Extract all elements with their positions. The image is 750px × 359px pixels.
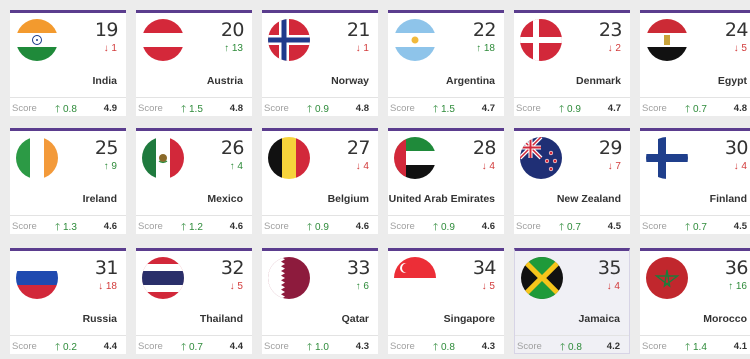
- score-value: 4.5: [607, 221, 621, 232]
- country-name: New Zealand: [556, 193, 621, 205]
- score-label: Score: [642, 221, 667, 232]
- divider: [640, 97, 750, 98]
- divider: [10, 97, 126, 98]
- country-name: Russia: [82, 313, 117, 325]
- score-value: 4.3: [355, 341, 369, 352]
- score-value: 4.6: [481, 221, 495, 232]
- country-card[interactable]: [10, 128, 126, 234]
- country-card[interactable]: [388, 128, 504, 234]
- uae-flag-icon: [394, 137, 436, 179]
- country-card[interactable]: [514, 248, 630, 354]
- score-label: Score: [12, 103, 37, 114]
- country-name: Thailand: [199, 313, 243, 325]
- score-label: Score: [138, 103, 163, 114]
- rank-change: ↓ 1: [355, 43, 369, 54]
- rank-number: 30: [724, 137, 748, 159]
- divider: [388, 335, 504, 336]
- country-name: Morocco: [703, 313, 747, 325]
- country-name: Jamaica: [578, 313, 620, 325]
- score-delta: 🡑 0.7: [559, 222, 581, 233]
- score-value: 4.5: [733, 221, 747, 232]
- country-card[interactable]: [136, 248, 252, 354]
- score-value: 4.8: [733, 103, 747, 114]
- country-name: Egypt: [717, 75, 747, 87]
- country-card[interactable]: [136, 10, 252, 116]
- rank-number: 28: [472, 137, 496, 159]
- rank-number: 25: [94, 137, 118, 159]
- score-label: Score: [516, 103, 541, 114]
- rank-change: ↓ 4: [733, 161, 747, 172]
- rank-number: 29: [598, 137, 622, 159]
- country-card[interactable]: [640, 10, 750, 116]
- rank-change: ↓ 5: [229, 281, 243, 292]
- russia-flag-icon: [16, 257, 58, 299]
- newzealand-flag-icon: [520, 137, 562, 179]
- rank-change: ↓ 4: [606, 281, 620, 292]
- divider: [10, 215, 126, 216]
- divider: [262, 215, 378, 216]
- score-delta: 🡑 1.5: [181, 104, 203, 115]
- finland-flag-icon: [646, 137, 688, 179]
- rank-number: 34: [472, 257, 496, 279]
- score-label: Score: [12, 221, 37, 232]
- score-delta: 🡑 0.8: [55, 104, 77, 115]
- country-card[interactable]: [10, 10, 126, 116]
- country-name: Finland: [709, 193, 747, 205]
- score-delta: 🡑 0.7: [685, 104, 707, 115]
- score-value: 4.6: [103, 221, 117, 232]
- score-label: Score: [138, 341, 163, 352]
- country-card[interactable]: [388, 10, 504, 116]
- singapore-flag-icon: [394, 257, 436, 299]
- argentina-flag-icon: [394, 19, 436, 61]
- rank-number: 27: [346, 137, 370, 159]
- score-delta: 🡑 0.9: [307, 104, 329, 115]
- score-delta: 🡑 1.0: [307, 342, 329, 353]
- country-name: Qatar: [341, 313, 369, 325]
- score-label: Score: [138, 221, 163, 232]
- score-value: 4.1: [733, 341, 747, 352]
- score-delta: 🡑 1.3: [55, 222, 77, 233]
- jamaica-flag-icon: [521, 257, 563, 299]
- score-delta: 🡑 0.8: [560, 342, 582, 353]
- rank-number: 19: [94, 19, 118, 41]
- divider: [515, 335, 629, 336]
- score-delta: 🡑 0.9: [307, 222, 329, 233]
- score-delta: 🡑 0.8: [433, 342, 455, 353]
- score-value: 4.2: [606, 341, 620, 352]
- score-label: Score: [642, 103, 667, 114]
- country-card[interactable]: [10, 248, 126, 354]
- rank-number: 32: [220, 257, 244, 279]
- egypt-flag-icon: [646, 19, 688, 61]
- rank-change: ↓ 4: [355, 161, 369, 172]
- rank-number: 33: [346, 257, 370, 279]
- ireland-flag-icon: [16, 137, 58, 179]
- score-label: Score: [517, 341, 542, 352]
- india-flag-icon: [16, 19, 58, 61]
- score-value: 4.9: [103, 103, 117, 114]
- score-label: Score: [264, 341, 289, 352]
- divider: [136, 97, 252, 98]
- rank-change: ↓ 18: [98, 281, 117, 292]
- divider: [136, 335, 252, 336]
- score-label: Score: [390, 103, 415, 114]
- score-label: Score: [264, 103, 289, 114]
- score-delta: 🡑 1.4: [685, 342, 707, 353]
- country-card[interactable]: [640, 128, 750, 234]
- score-value: 4.6: [229, 221, 243, 232]
- rank-change: ↑ 16: [728, 281, 747, 292]
- austria-flag-icon: [142, 19, 184, 61]
- country-name: Mexico: [207, 193, 243, 205]
- country-name: Ireland: [82, 193, 117, 205]
- rank-number: 36: [724, 257, 748, 279]
- country-card[interactable]: [262, 128, 378, 234]
- rank-change: ↓ 1: [103, 43, 117, 54]
- rank-change: ↓ 5: [481, 281, 495, 292]
- divider: [640, 215, 750, 216]
- score-value: 4.8: [229, 103, 243, 114]
- rank-change: ↓ 7: [607, 161, 621, 172]
- score-value: 4.8: [355, 103, 369, 114]
- score-label: Score: [264, 221, 289, 232]
- score-value: 4.7: [481, 103, 495, 114]
- divider: [514, 215, 630, 216]
- country-name: Belgium: [327, 193, 369, 205]
- country-name: United Arab Emirates: [388, 193, 495, 205]
- score-label: Score: [12, 341, 37, 352]
- morocco-flag-icon: [646, 257, 688, 299]
- rank-number: 23: [598, 19, 622, 41]
- belgium-flag-icon: [268, 137, 310, 179]
- score-value: 4.4: [229, 341, 243, 352]
- rank-change: ↓ 4: [481, 161, 495, 172]
- denmark-flag-icon: [520, 19, 562, 61]
- rank-number: 22: [472, 19, 496, 41]
- score-value: 4.4: [103, 341, 117, 352]
- divider: [136, 215, 252, 216]
- score-value: 4.6: [355, 221, 369, 232]
- rank-change: ↑ 18: [476, 43, 495, 54]
- country-card[interactable]: [388, 248, 504, 354]
- score-delta: 🡑 0.7: [181, 342, 203, 353]
- score-delta: 🡑 0.2: [55, 342, 77, 353]
- score-label: Score: [516, 221, 541, 232]
- divider: [262, 97, 378, 98]
- rank-change: ↑ 13: [224, 43, 243, 54]
- country-name: Norway: [331, 75, 369, 87]
- score-delta: 🡑 0.7: [685, 222, 707, 233]
- rank-change: ↑ 9: [103, 161, 117, 172]
- thailand-flag-icon: [142, 257, 184, 299]
- mexico-flag-icon: [142, 137, 184, 179]
- country-name: Argentina: [445, 75, 495, 87]
- score-label: Score: [390, 341, 415, 352]
- score-value: 4.3: [481, 341, 495, 352]
- country-name: India: [92, 75, 117, 87]
- country-name: Singapore: [443, 313, 495, 325]
- score-delta: 🡑 1.2: [181, 222, 203, 233]
- norway-flag-icon: [268, 19, 310, 61]
- divider: [640, 335, 750, 336]
- divider: [10, 335, 126, 336]
- divider: [388, 97, 504, 98]
- rank-number: 24: [724, 19, 748, 41]
- divider: [388, 215, 504, 216]
- score-label: Score: [390, 221, 415, 232]
- score-delta: 🡑 1.5: [433, 104, 455, 115]
- score-label: Score: [642, 341, 667, 352]
- rank-change: ↑ 6: [355, 281, 369, 292]
- country-card[interactable]: [262, 10, 378, 116]
- rank-change: ↓ 5: [733, 43, 747, 54]
- country-card[interactable]: [640, 248, 750, 354]
- rank-change: ↑ 4: [229, 161, 243, 172]
- score-delta: 🡑 0.9: [559, 104, 581, 115]
- country-name: Austria: [206, 75, 243, 87]
- rank-number: 35: [597, 257, 621, 279]
- country-card[interactable]: [514, 128, 630, 234]
- rank-number: 21: [346, 19, 370, 41]
- score-value: 4.7: [607, 103, 621, 114]
- qatar-flag-icon: [268, 257, 310, 299]
- country-card[interactable]: [136, 128, 252, 234]
- divider: [514, 97, 630, 98]
- rank-number: 31: [94, 257, 118, 279]
- rank-number: 26: [220, 137, 244, 159]
- divider: [262, 335, 378, 336]
- score-delta: 🡑 0.9: [433, 222, 455, 233]
- rank-change: ↓ 2: [607, 43, 621, 54]
- country-card[interactable]: [514, 10, 630, 116]
- country-card[interactable]: [262, 248, 378, 354]
- rank-number: 20: [220, 19, 244, 41]
- country-name: Denmark: [576, 75, 621, 87]
